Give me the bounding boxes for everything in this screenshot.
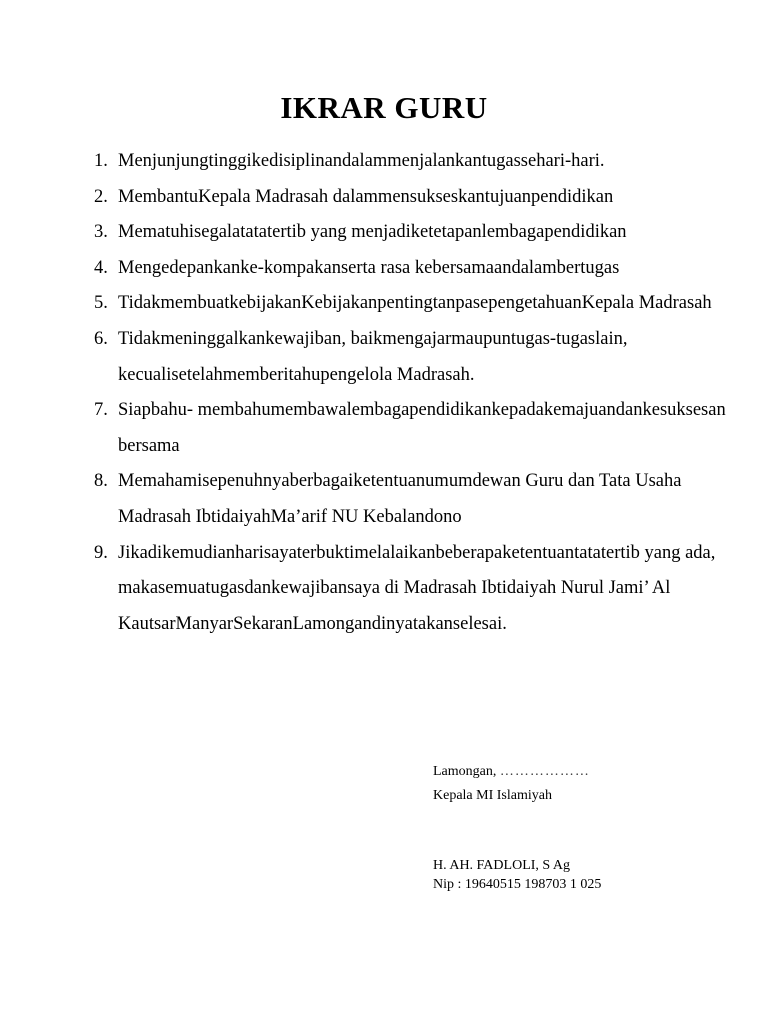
item-number: 2. — [94, 186, 108, 207]
list-item — [90, 251, 730, 287]
list-item — [90, 286, 730, 322]
item-text: MembantuKepala Madrasah dalammensukseskantujuanpendidikan — [118, 186, 614, 207]
item-number: 6. — [94, 328, 108, 349]
item-text: Siapbahu- membahumembawalembagapendidikankepadakemajuandankesuksesan bersama — [118, 400, 726, 456]
signatory-name: H. AH. FADLOLI, S Ag — [433, 858, 571, 873]
list-item — [90, 180, 730, 216]
item-number: 8. — [94, 471, 108, 492]
list-item — [90, 144, 730, 180]
list-item — [90, 464, 730, 535]
signature-position: Kepala MI Islamiyah — [433, 788, 552, 803]
item-text: Memahamisepenuhnyaberbagaiketentuanumumdewan Guru dan Tata Usaha Madrasah IbtidaiyahMa’arif NU Kebalandono — [118, 471, 682, 527]
item-number: 7. — [94, 400, 108, 421]
item-number: 4. — [94, 257, 108, 278]
list-item — [90, 536, 730, 643]
item-number: 9. — [94, 542, 108, 563]
item-number: 3. — [94, 222, 108, 243]
item-text: TidakmembuatkebijakanKebijakanpentingtanpasepengetahuanKepala Madrasah — [118, 293, 712, 314]
item-number: 1. — [94, 151, 108, 171]
signature-space — [433, 808, 601, 856]
pledge-list — [90, 144, 730, 642]
item-text: Mematuhisegalatatatertib yang menjadiketetapanlembagapendidikan — [118, 222, 627, 243]
document-title: IKRAR GURU — [280, 90, 488, 125]
signature-date-dots: ……………… — [499, 764, 590, 779]
signature-block — [433, 760, 601, 894]
list-item — [90, 215, 730, 251]
list-item — [90, 393, 730, 464]
signature-place: Lamongan, — [433, 764, 497, 779]
item-text: Jikadikemudianharisayaterbuktimelalaikanbeberapaketentuantatatertib yang ada, makasemuatugasdankewajibansaya di Madrasah Ibtidaiyah Nurul Jami’ Al KautsarManyarSekaranLamongandinyatakanselesai. — [118, 542, 716, 634]
list-item — [90, 322, 730, 393]
item-text: Menjunjungtinggikedisiplinandalammenjalankantugassehari-hari. — [118, 151, 605, 171]
signature-place-date — [433, 760, 601, 784]
item-text: Tidakmeninggalkankewajiban, baikmengajarmaupuntugas-tugaslain, kecualisetelahmemberitahupengelola Madrasah. — [118, 328, 628, 385]
item-number: 5. — [94, 293, 108, 314]
signatory-nip: Nip : 19640515 198703 1 025 — [433, 877, 602, 892]
item-text: Mengedepankanke-kompakanserta rasa kebersamaandalambertugas — [118, 257, 620, 278]
